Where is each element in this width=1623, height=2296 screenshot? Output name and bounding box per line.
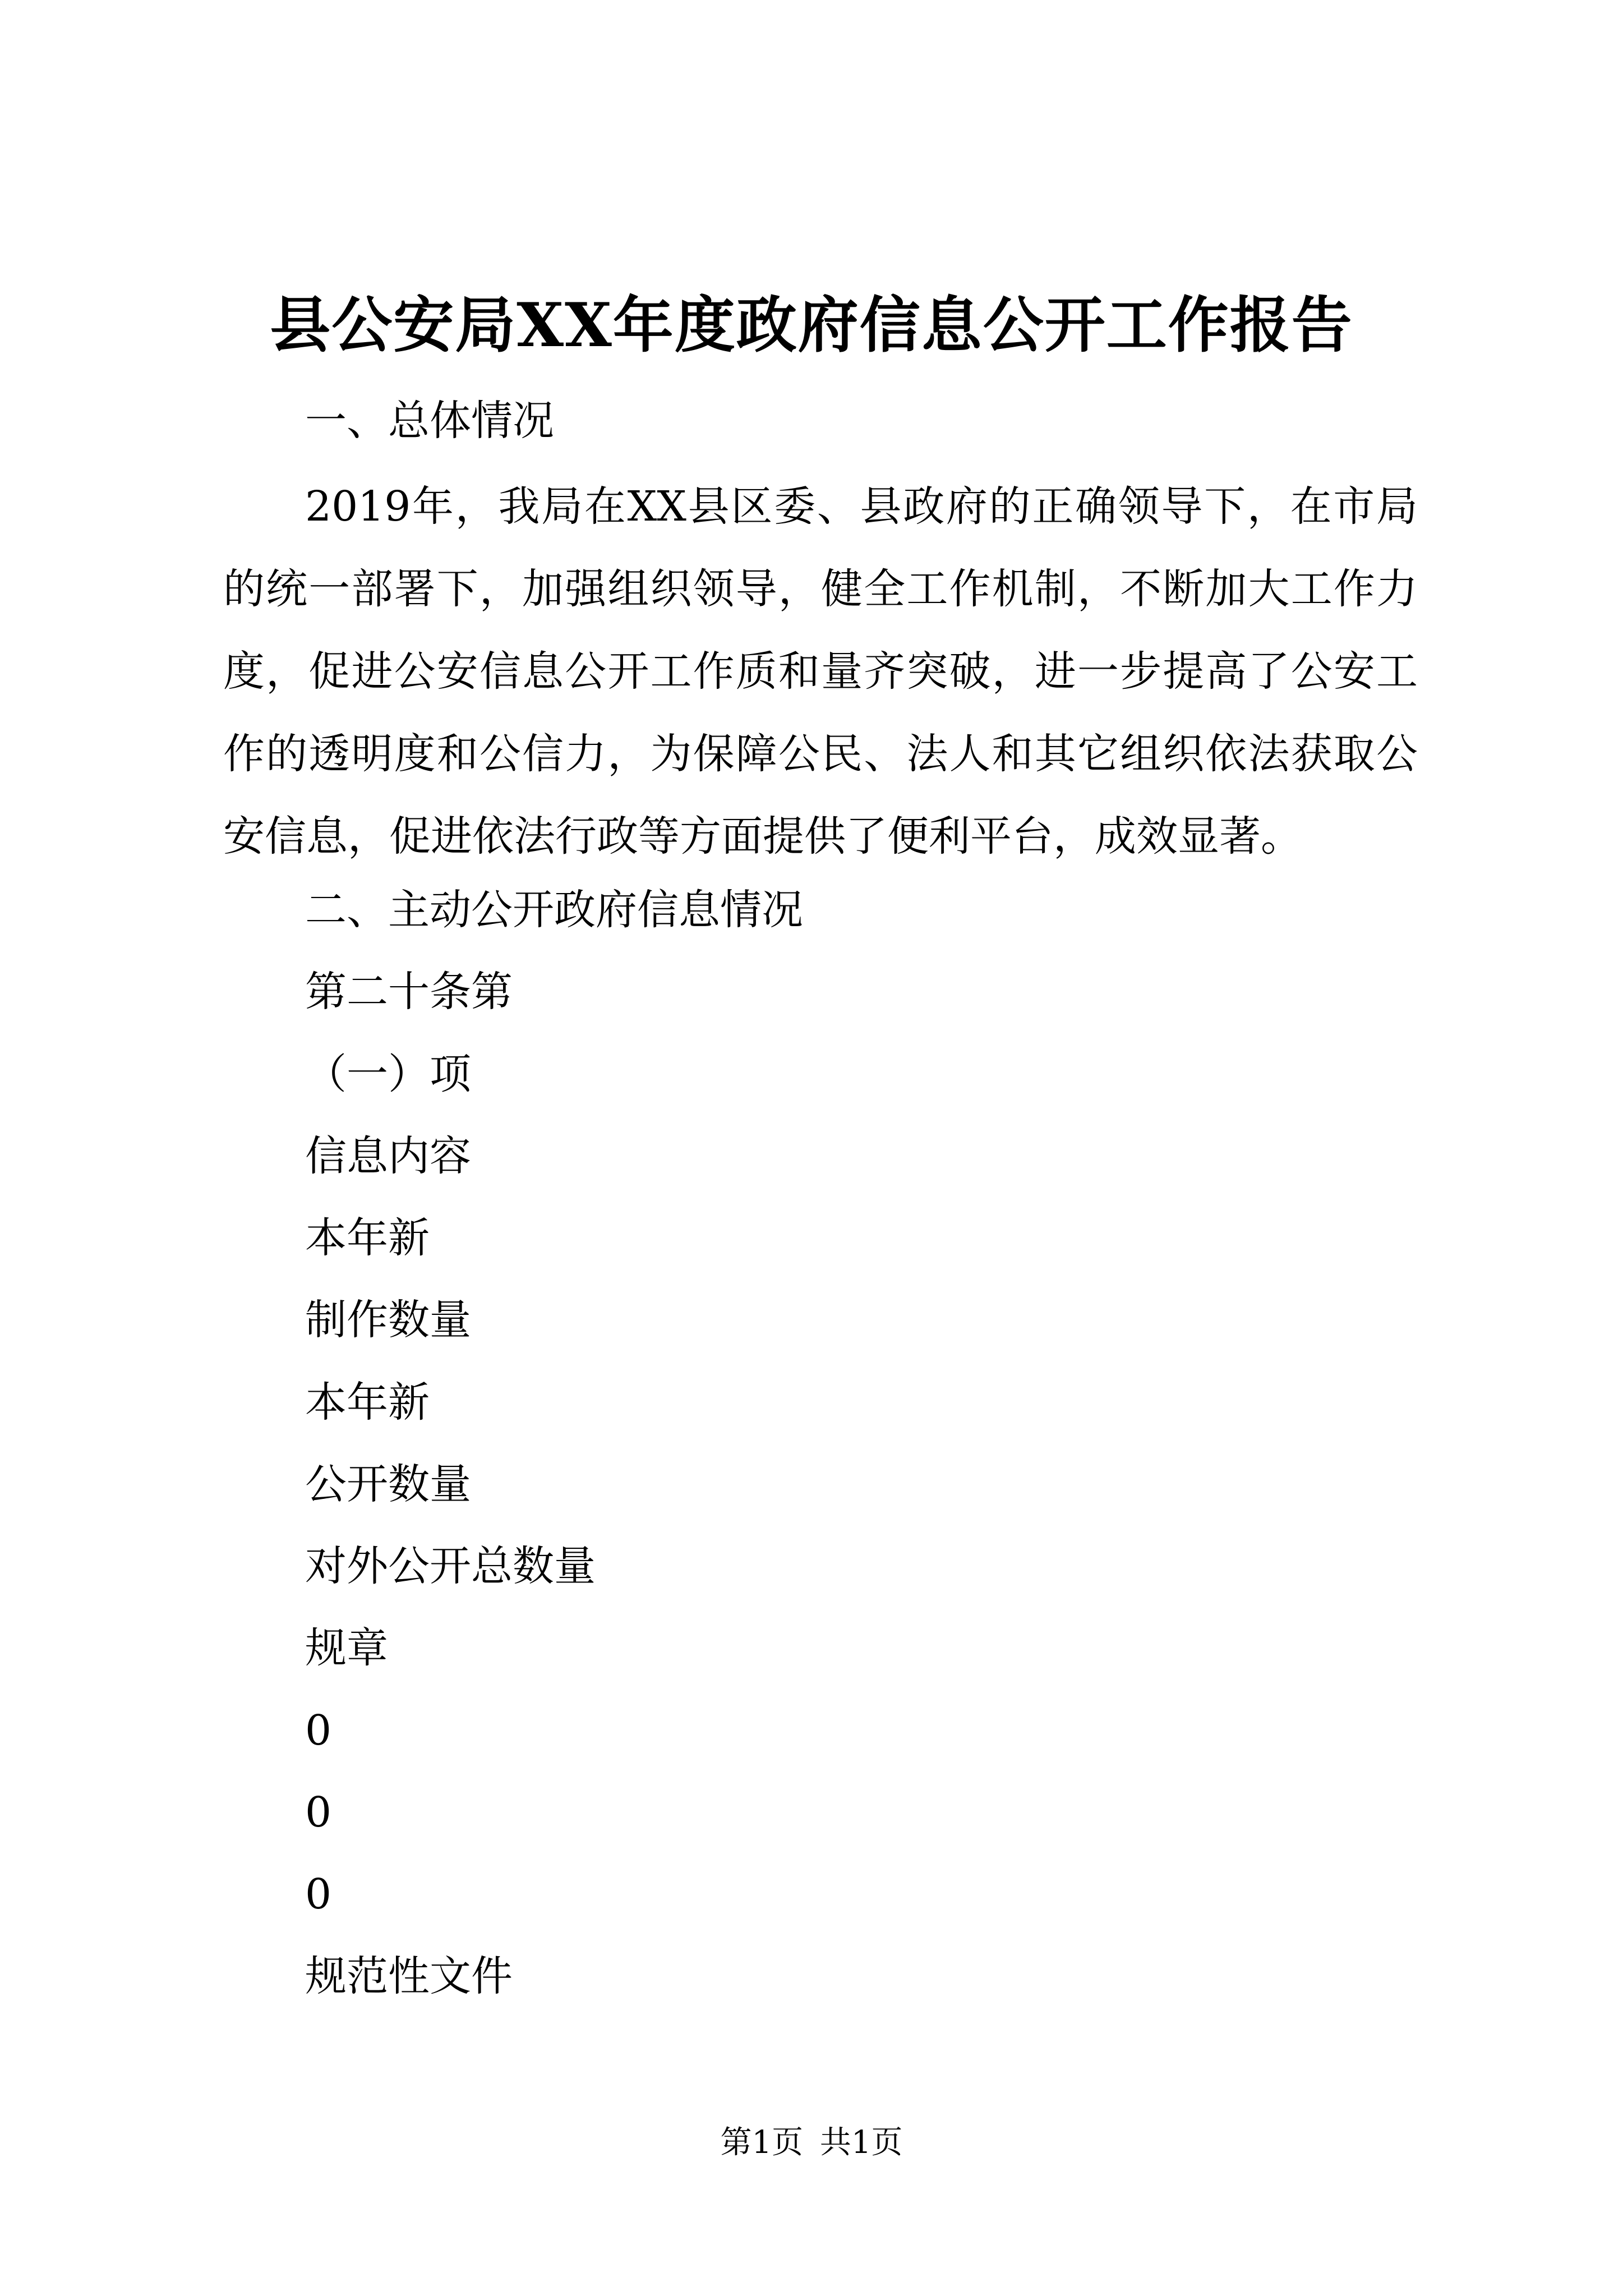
list-item: 第二十条第 — [305, 968, 513, 1016]
document-title: 县公安局XX年度政府信息公开工作报告 — [270, 290, 1353, 361]
list-item: 本年新 — [305, 1214, 430, 1262]
list-item: 公开数量 — [305, 1460, 471, 1508]
list-item: 对外公开总数量 — [305, 1542, 596, 1590]
page-number: 第1页 — [720, 2124, 804, 2161]
list-item: 规章 — [305, 1624, 388, 1672]
page-total: 共1页 — [819, 2124, 903, 2161]
list-item: 本年新 — [305, 1378, 430, 1427]
section-heading-active-disclosure: 二、主动公开政府信息情况 — [305, 886, 803, 934]
list-item: 0 — [305, 1706, 332, 1755]
page-footer — [0, 2120, 1623, 2165]
overview-paragraph: 2019年，我局在XX县区委、县政府的正确领导下，在市局的统一部署下，加强组织领导，健全工作机制，不断加大工作力度，促进公安信息公开工作质和量齐突破，进一步提高了公安工作的透明度和公信力，为保障公民、法人和其它组织依法获取公安信息，促进依法行政等方面提供了便利平台，成效显著。 — [223, 482, 1418, 861]
list-item: 信息内容 — [305, 1132, 471, 1180]
list-item: 规范性文件 — [305, 1952, 513, 2000]
section-heading-overview: 一、总体情况 — [305, 397, 554, 445]
list-item: 0 — [305, 1788, 332, 1837]
list-item: （一）项 — [305, 1050, 471, 1098]
list-item: 0 — [305, 1870, 332, 1918]
list-item: 制作数量 — [305, 1296, 471, 1344]
